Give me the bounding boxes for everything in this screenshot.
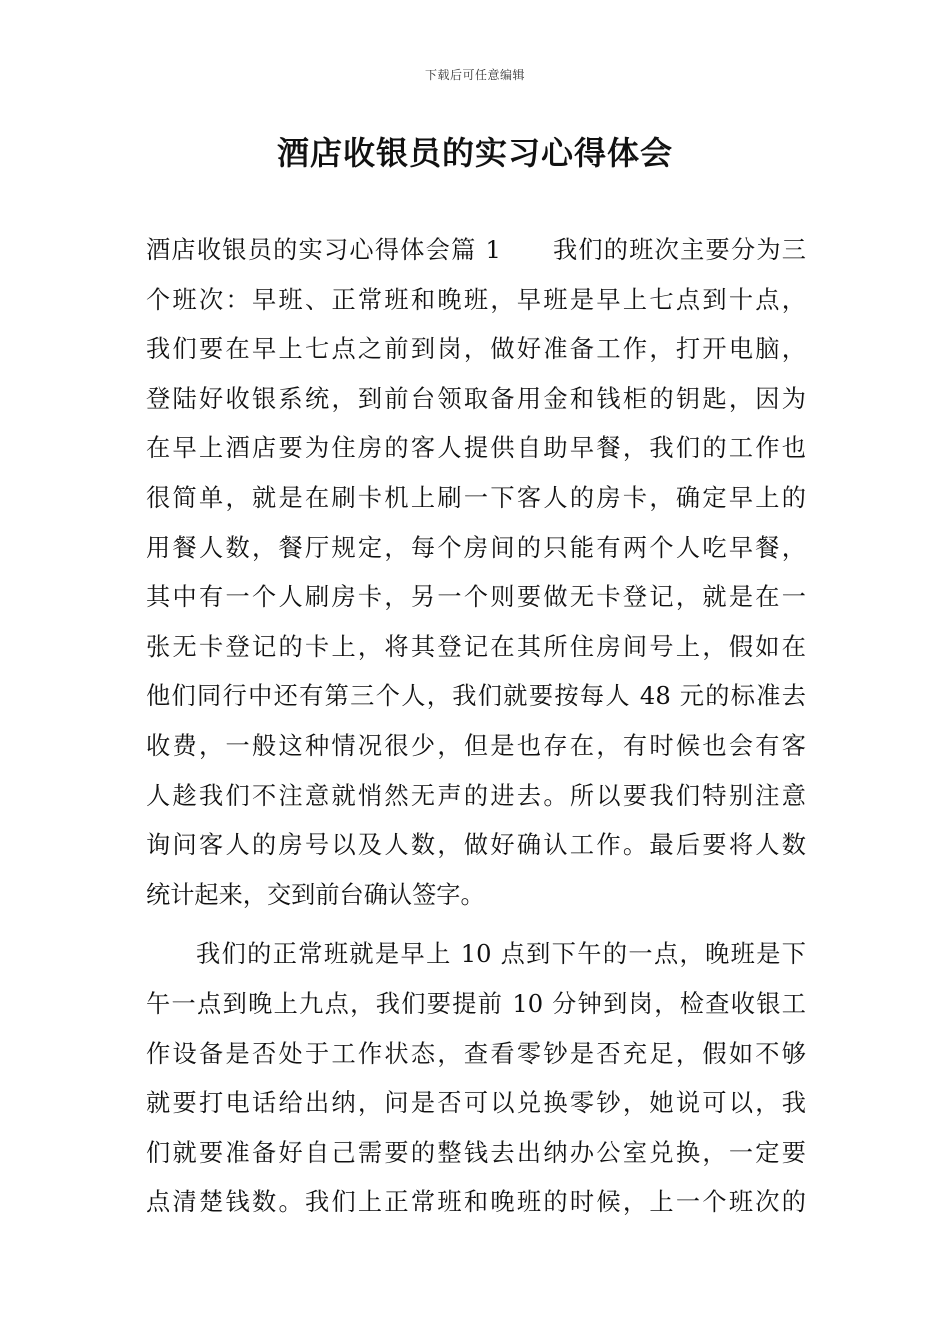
- text-line: 收费，一般这种情况很少，但是也存在，有时候也会有客: [146, 731, 806, 760]
- text-line: 点清楚钱数。我们上正常班和晚班的时候，上一个班次的: [146, 1188, 806, 1217]
- text-line: 在早上酒店要为住房的客人提供自助早餐，我们的工作也: [146, 434, 806, 463]
- text-line: 我们要在早上七点之前到岗，做好准备工作，打开电脑，: [146, 335, 806, 364]
- text-line: 他们同行中还有第三个人，我们就要按每人 48 元的标准去: [146, 682, 806, 711]
- text-line: 人趁我们不注意就悄然无声的进去。所以要我们特别注意: [146, 781, 806, 810]
- text-line: 很简单，就是在刷卡机上刷一下客人的房卡，确定早上的: [146, 483, 806, 512]
- text-line: 酒店收银员的实习心得体会篇 1 我们的班次主要分为三: [146, 236, 806, 264]
- text-line: 作设备是否处于工作状态，查看零钞是否充足，假如不够: [146, 1039, 806, 1068]
- text-line: 用餐人数，餐厅规定，每个房间的只能有两个人吃早餐，: [146, 533, 806, 562]
- text-line: 们就要准备好自己需要的整钱去出纳办公室兑换，一定要: [146, 1138, 806, 1167]
- document-body: [146, 226, 806, 1228]
- text-line: 就要打电话给出纳，问是否可以兑换零钞，她说可以，我: [146, 1089, 806, 1118]
- paragraph-2: [146, 930, 806, 1228]
- text-line: 询问客人的房号以及人数，做好确认工作。最后要将人数: [146, 831, 806, 860]
- text-line: 其中有一个人刷房卡，另一个则要做无卡登记，就是在一: [146, 583, 806, 612]
- text-line: 个班次：早班、正常班和晚班，早班是早上七点到十点，: [146, 285, 806, 314]
- paragraph-1: [146, 226, 806, 920]
- text-line: 我们的正常班就是早上 10 点到下午的一点，晚班是下: [196, 940, 806, 969]
- document-title: 酒店收银员的实习心得体会: [276, 134, 673, 172]
- text-line: 午一点到晚上九点，我们要提前 10 分钟到岗，检查收银工: [146, 989, 806, 1018]
- header-note: 下载后可任意编辑: [424, 68, 525, 82]
- text-line: 张无卡登记的卡上，将其登记在其所住房间号上，假如在: [146, 632, 806, 661]
- text-line: 统计起来，交到前台确认签字。: [146, 880, 485, 909]
- paragraph-gap: [146, 920, 806, 930]
- text-line: 登陆好收银系统，到前台领取备用金和钱柜的钥匙，因为: [146, 384, 806, 413]
